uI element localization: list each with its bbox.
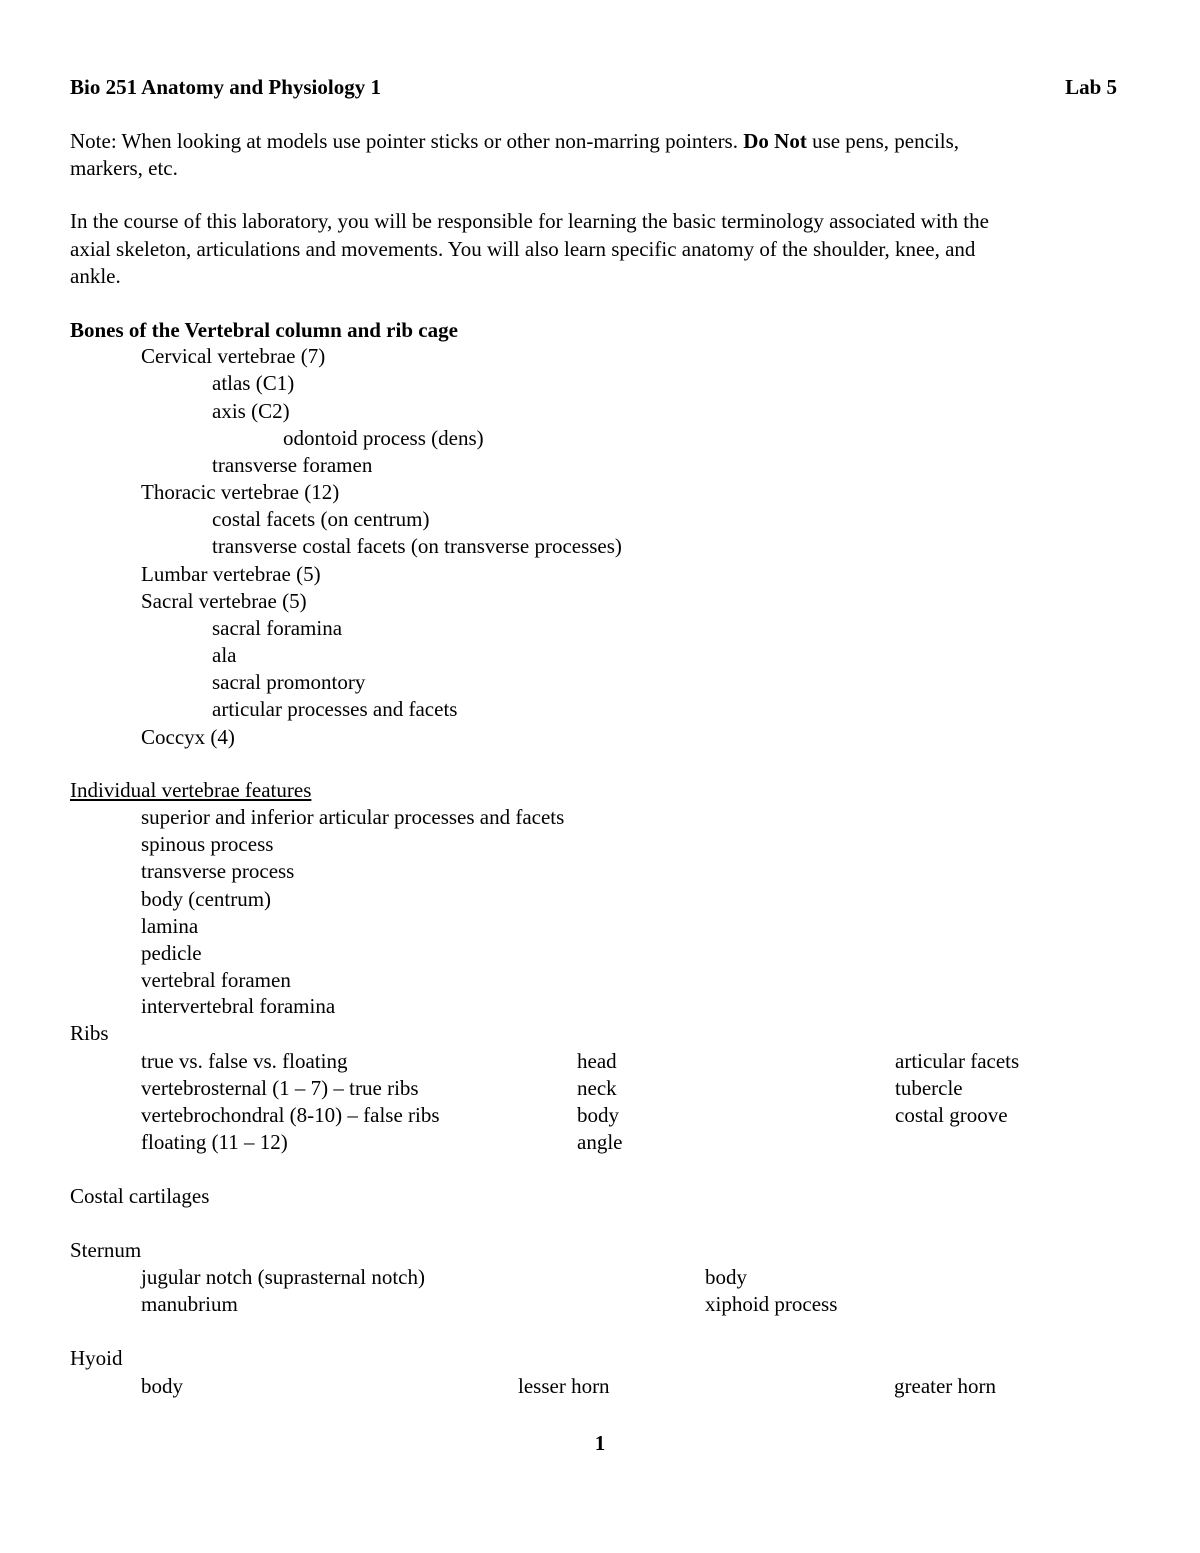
list-item: body (centrum): [141, 887, 272, 911]
lab-number: Lab 5: [1065, 75, 1117, 99]
hyoid-item: lesser horn: [518, 1374, 610, 1398]
ribs-part-item: body: [577, 1103, 619, 1127]
ribs-type-item: true vs. false vs. floating: [141, 1049, 348, 1073]
ribs-feature-item: articular facets: [895, 1049, 1020, 1073]
ribs-feature-item: costal groove: [895, 1103, 1008, 1127]
list-item: intervertebral foramina: [141, 994, 336, 1018]
sacral-foramina-item: sacral foramina: [212, 616, 343, 640]
list-item: transverse process: [141, 859, 295, 883]
intro-line-1: In the course of this laboratory, you will be responsible for learning the basic terminology associated with the: [70, 209, 989, 233]
list-item: vertebral foramen: [141, 968, 291, 992]
ribs-part-item: neck: [577, 1076, 617, 1100]
list-item: pedicle: [141, 941, 202, 965]
list-item: spinous process: [141, 832, 274, 856]
cervical-item: Cervical vertebrae (7): [141, 344, 326, 368]
hyoid-heading: Hyoid: [70, 1346, 123, 1370]
sacral-item: Sacral vertebrae (5): [141, 589, 307, 613]
sternum-item: xiphoid process: [705, 1292, 838, 1316]
note-text-start: Note: When looking at models use pointer sticks or other non-marring pointers.: [70, 129, 744, 153]
ala-item: ala: [212, 643, 237, 667]
note-do-not: Do Not: [743, 129, 807, 153]
vertebral-heading: Bones of the Vertebral column and rib cage: [70, 318, 458, 342]
intro-line-3: ankle.: [70, 264, 121, 288]
thoracic-item: Thoracic vertebrae (12): [141, 480, 340, 504]
page-number: 1: [594, 1431, 606, 1455]
features-heading: Individual vertebrae features: [70, 778, 312, 802]
sternum-item: manubrium: [141, 1292, 238, 1316]
ribs-heading: Ribs: [70, 1021, 109, 1045]
hyoid-item: greater horn: [894, 1374, 997, 1398]
course-title: Bio 251 Anatomy and Physiology 1: [70, 75, 381, 99]
list-item: superior and inferior articular processes and facets: [141, 805, 565, 829]
sternum-item: body: [705, 1265, 747, 1289]
sternum-item: jugular notch (suprasternal notch): [141, 1265, 425, 1289]
costal-facets-item: costal facets (on centrum): [212, 507, 430, 531]
ribs-type-item: floating (11 – 12): [141, 1130, 288, 1154]
odontoid-item: odontoid process (dens): [283, 426, 484, 450]
costal-cartilages-heading: Costal cartilages: [70, 1184, 210, 1208]
note-line-2: markers, etc.: [70, 156, 178, 180]
note-text-end: use pens, pencils,: [806, 129, 960, 153]
hyoid-item: body: [141, 1374, 183, 1398]
transverse-costal-item: transverse costal facets (on transverse processes): [212, 534, 622, 558]
sacral-promontory-item: sacral promontory: [212, 670, 366, 694]
articular-processes-item: articular processes and facets: [212, 697, 458, 721]
ribs-part-item: angle: [577, 1130, 623, 1154]
ribs-type-item: vertebrosternal (1 – 7) – true ribs: [141, 1076, 419, 1100]
coccyx-item: Coccyx (4): [141, 725, 235, 749]
sternum-heading: Sternum: [70, 1238, 142, 1262]
ribs-part-item: head: [577, 1049, 617, 1073]
intro-line-2: axial skeleton, articulations and movements. You will also learn specific anatomy of the shoulder, knee, and: [70, 237, 976, 261]
lumbar-item: Lumbar vertebrae (5): [141, 562, 321, 586]
ribs-type-item: vertebrochondral (8-10) – false ribs: [141, 1103, 440, 1127]
transverse-foramen-item: transverse foramen: [212, 453, 373, 477]
atlas-item: atlas (C1): [212, 371, 295, 395]
axis-item: axis (C2): [212, 399, 290, 423]
note-line-1: [70, 129, 959, 153]
list-item: lamina: [141, 914, 199, 938]
ribs-feature-item: tubercle: [895, 1076, 963, 1100]
